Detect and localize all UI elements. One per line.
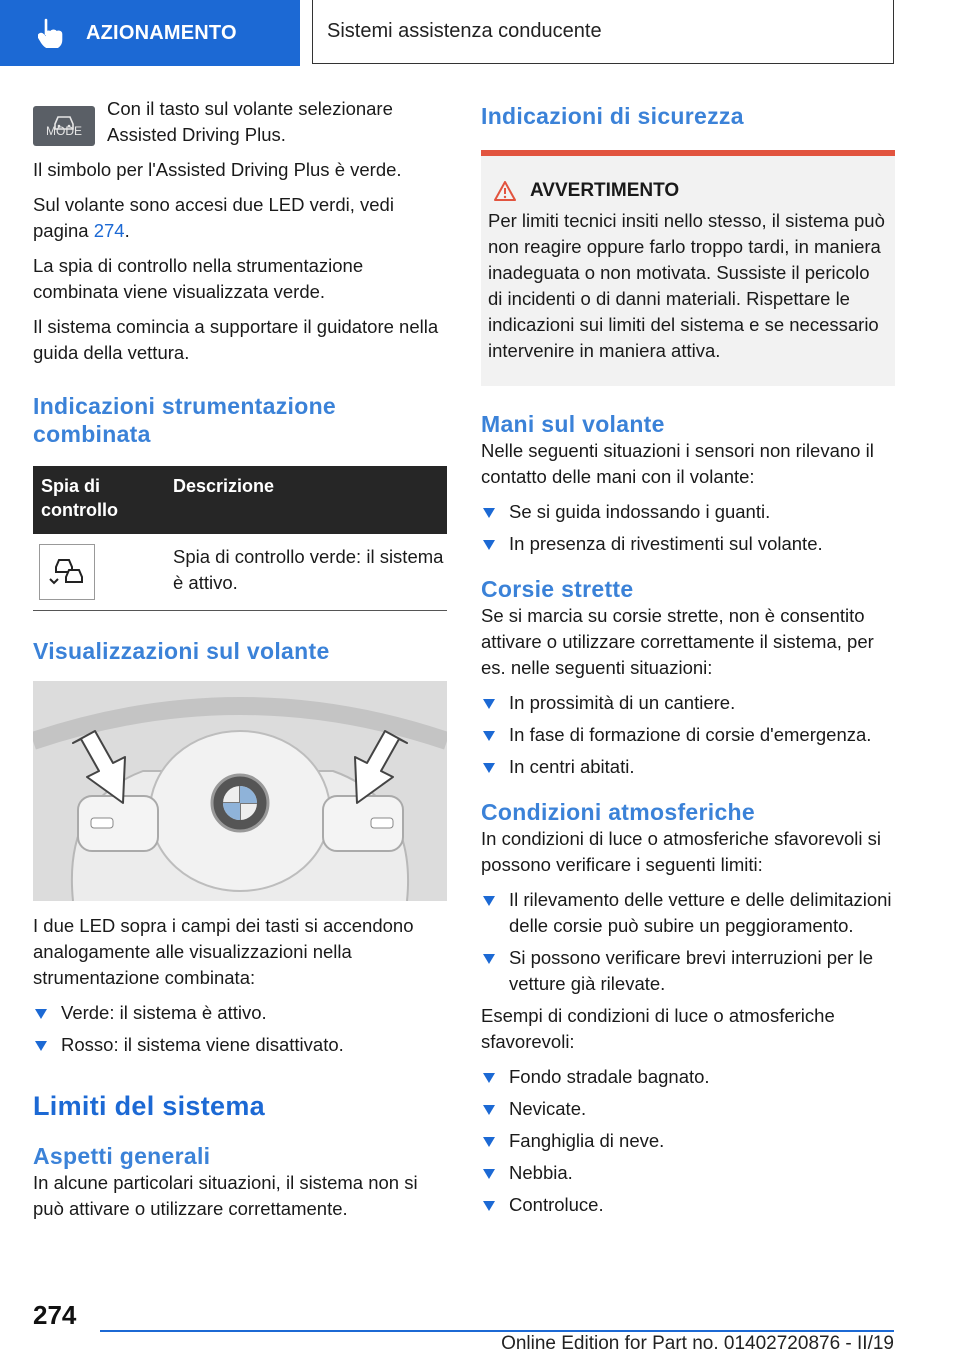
mode-icon-label: MODE bbox=[46, 124, 82, 138]
intro-text: Con il tasto sul volante selezionare Assisted Driving Plus. bbox=[107, 98, 393, 145]
page-number: 274 bbox=[33, 1300, 77, 1330]
col-header-spia: Spia di controllo bbox=[33, 466, 165, 534]
list-item: In fase di formazione di corsie d'emergenza. bbox=[481, 722, 895, 748]
corsie-list bbox=[481, 690, 895, 780]
para-sistema: Il sistema comincia a supportare il guidatore nella guida della vettura. bbox=[33, 316, 439, 363]
condizioni-text: In condizioni di luce o atmosferiche sfavorevoli si possono verificare i seguenti limiti: bbox=[481, 828, 881, 875]
heading-limiti: Limiti del sistema bbox=[33, 1091, 265, 1121]
para-symbol: Il simbolo per l'Assisted Driving Plus è verde. bbox=[33, 159, 402, 180]
list-item: Si possono verificare brevi interruzioni per le vetture già rilevate. bbox=[481, 945, 895, 997]
list-item: Rosso: il sistema viene disattivato. bbox=[33, 1032, 447, 1058]
list-item: Il rilevamento delle vetture e delle delimitazioni delle corsie può subire un peggioramento. bbox=[481, 887, 895, 939]
led-text: I due LED sopra i campi dei tasti si accendono analogamente alle visualizzazioni nella strumentazione combinata: bbox=[33, 915, 414, 988]
para-led-end: . bbox=[124, 220, 130, 241]
para-spia: La spia di controllo nella strumentazione combinata viene visualizzata verde. bbox=[33, 255, 364, 302]
edition-note: Online Edition for Part no. 01402720876 - II/19 bbox=[501, 1333, 894, 1354]
list-item: Fanghiglia di neve. bbox=[481, 1128, 895, 1154]
list-item: Se si guida indossando i guanti. bbox=[481, 499, 895, 525]
heading-sicurezza: Indicazioni di sicurezza bbox=[481, 103, 744, 129]
spia-table bbox=[33, 466, 447, 611]
condizioni-list bbox=[481, 887, 895, 997]
table-row bbox=[33, 534, 447, 611]
esempi-list bbox=[481, 1064, 895, 1218]
list-item: Controluce. bbox=[481, 1192, 895, 1218]
heading-mani: Mani sul volante bbox=[481, 411, 665, 437]
warning-title: AVVERTIMENTO bbox=[530, 180, 680, 201]
chapter-title: Sistemi assistenza conducente bbox=[327, 20, 602, 42]
list-item: In presenza di rivestimenti sul volante. bbox=[481, 531, 895, 557]
left-column bbox=[33, 96, 447, 1231]
list-item: Nebbia. bbox=[481, 1160, 895, 1186]
assist-cars-icon bbox=[39, 544, 95, 600]
heading-condizioni: Condizioni atmosferiche bbox=[481, 799, 755, 825]
warning-title-row bbox=[488, 178, 887, 204]
list-item: In prossimità di un cantiere. bbox=[481, 690, 895, 716]
right-column bbox=[481, 96, 895, 1224]
led-list bbox=[33, 1000, 447, 1058]
section-label: AZIONAMENTO bbox=[86, 21, 237, 44]
heading-corsie: Corsie strette bbox=[481, 576, 634, 602]
esempi-text: Esempi di condizioni di luce o atmosferiche sfavorevoli: bbox=[481, 1005, 835, 1052]
warning-box bbox=[481, 150, 895, 386]
para-led-text: Sul volante sono accesi due LED verdi, vedi pagina bbox=[33, 194, 394, 241]
hand-pointer-icon bbox=[38, 18, 64, 48]
list-item: In centri abitati. bbox=[481, 754, 895, 780]
list-item: Nevicate. bbox=[481, 1096, 895, 1122]
corsie-text: Se si marcia su corsie strette, non è consentito attivare o utilizzare correttamente il sistema, per es. nelle seguenti situazioni: bbox=[481, 605, 874, 678]
chapter-title-box bbox=[312, 0, 894, 64]
mani-text: Nelle seguenti situazioni i sensori non rilevano il contatto delle mani con il volante: bbox=[481, 440, 874, 487]
mani-list bbox=[481, 499, 895, 557]
aspetti-text: In alcune particolari situazioni, il sistema non si può attivare o utilizzare correttamente. bbox=[33, 1172, 418, 1219]
heading-strumentazione: Indicazioni strumentazione combinata bbox=[33, 393, 337, 447]
list-item: Fondo stradale bagnato. bbox=[481, 1064, 895, 1090]
mode-instruction bbox=[33, 96, 447, 157]
section-tab[interactable] bbox=[0, 0, 300, 66]
footer-divider bbox=[100, 1330, 894, 1332]
col-header-descrizione: Descrizione bbox=[165, 466, 447, 534]
para-led bbox=[33, 192, 447, 244]
page-link[interactable]: 274 bbox=[93, 220, 125, 241]
table-cell-desc: Spia di controllo verde: il sistema è attivo. bbox=[165, 534, 447, 611]
mode-button-icon bbox=[33, 106, 95, 146]
warning-triangle-icon bbox=[494, 181, 516, 201]
warning-text: Per limiti tecnici insiti nello stesso, il sistema può non reagire oppure farlo troppo tardi, in maniera inadeguata o non motivata. Sussiste il pericolo di incidenti o di danni materiali. Rispettare le indicazioni sui limiti del sistema e se necessario intervenire in maniera attiva. bbox=[488, 210, 885, 361]
heading-volante: Visualizzazioni sul volante bbox=[33, 638, 330, 664]
steering-wheel-image bbox=[33, 681, 447, 901]
heading-aspetti: Aspetti generali bbox=[33, 1143, 211, 1169]
list-item: Verde: il sistema è attivo. bbox=[33, 1000, 447, 1026]
